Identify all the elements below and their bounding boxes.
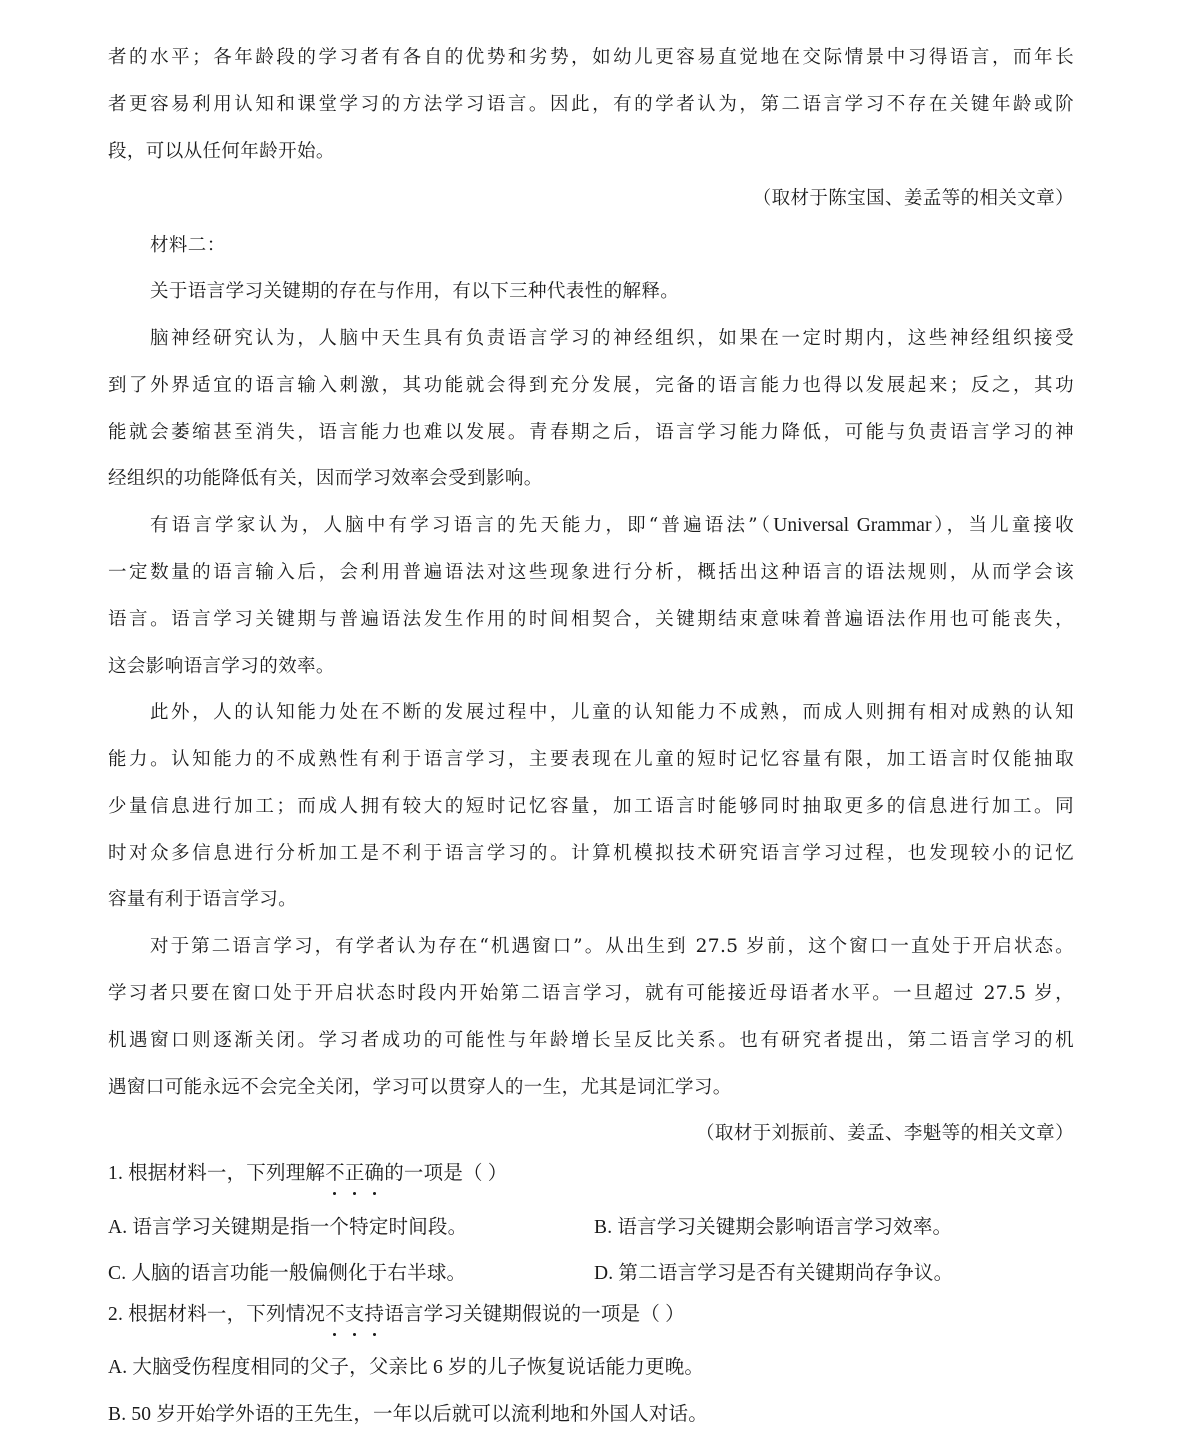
- q2-option-b[interactable]: B. 50 岁开始学外语的王先生，一年以后就可以流利地和外国人对话。: [108, 1404, 708, 1425]
- q2-emphasis-char-1: 不: [325, 1300, 345, 1330]
- material2-p3-line-1: 此外，人的认知能力处在不断的发展过程中，儿童的认知能力不成熟，而成人则拥有相对成熟的认知: [150, 702, 1074, 723]
- p2-line1-part-a: 有语言学家认为，人脑中有学习语言的先天能力，即“普遍语法”（: [150, 515, 774, 536]
- material2-p4-line-2: 学习者只要在窗口处于开启状态时段内开始第二语言学习，就有可能接近母语者水平。一旦超过 27.5 岁，: [108, 983, 1074, 1004]
- material1-line-1: 者的水平；各年龄段的学习者有各自的优势和劣势，如幼儿更容易直觉地在交际情景中习得语言，而年长: [108, 47, 1074, 68]
- material2-p2-line-4: 这会影响语言学习的效率。: [108, 656, 335, 677]
- q1-option-c[interactable]: C. 人脑的语言功能一般偏侧化于右半球。: [108, 1263, 467, 1284]
- material2-p2-line-2: 一定数量的语言输入后，会利用普遍语法对这些现象进行分析，概括出这种语言的语法规则，从而学会该: [108, 562, 1074, 583]
- material1-line-2: 者更容易利用认知和课堂学习的方法学习语言。因此，有的学者认为，第二语言学习不存在关键年龄或阶: [108, 94, 1074, 115]
- material2-p3-line-3: 少量信息进行加工；而成人拥有较大的短时记忆容量，加工语言时能够同时抽取更多的信息进行加工。同: [108, 796, 1074, 817]
- material1-source: （取材于陈宝国、姜孟等的相关文章）: [752, 188, 1074, 209]
- material2-p1-line-4: 经组织的功能降低有关，因而学习效率会受到影响。: [108, 468, 543, 489]
- q1-emphasis-char-3: 确: [365, 1159, 385, 1189]
- q2-option-a[interactable]: A. 大脑受伤程度相同的父子，父亲比 6 岁的儿子恢复说话能力更晚。: [108, 1357, 705, 1378]
- q2-suffix: 语言学习关键期假说的一项是（ ）: [384, 1304, 685, 1325]
- material2-p3-line-2: 能力。认知能力的不成熟性有利于语言学习，主要表现在儿童的短时记忆容量有限，加工语言时仅能抽取: [108, 749, 1074, 770]
- material2-p2-line-1: [150, 511, 1074, 541]
- material2-p1-line-2: 到了外界适宜的语言输入刺激，其功能就会得到充分发展，完备的语言能力也得以发展起来；反之，其功: [108, 375, 1074, 396]
- question-1-stem: [108, 1159, 1074, 1189]
- material2-heading: 材料二：: [150, 235, 226, 256]
- material2-p3-line-4: 时对众多信息进行分析加工是不利于语言学习的。计算机模拟技术研究语言学习过程，也发现较小的记忆: [108, 843, 1074, 864]
- material2-p4-line-4: 遇窗口可能永远不会完全关闭，学习可以贯穿人的一生，尤其是词汇学习。: [108, 1077, 732, 1098]
- material2-p3-line-5: 容量有利于语言学习。: [108, 889, 298, 910]
- p2-line1-part-b: ），当儿童接收: [931, 515, 1074, 536]
- material1-line-3: 段，可以从任何年龄开始。: [108, 141, 335, 162]
- question-2-stem: [108, 1300, 1074, 1330]
- material2-p1-line-3: 能就会萎缩甚至消失，语言能力也难以发展。青春期之后，语言学习能力降低，可能与负责语言学习的神: [108, 422, 1074, 443]
- q1-prefix: 1. 根据材料一，下列理解: [108, 1163, 326, 1184]
- q2-emphasis-char-2: 支: [345, 1300, 365, 1330]
- material2-p2-line-3: 语言。语言学习关键期与普遍语法发生作用的时间相契合，关键期结束意味着普遍语法作用也可能丧失，: [108, 609, 1074, 630]
- q1-option-a[interactable]: A. 语言学习关键期是指一个特定时间段。: [108, 1217, 468, 1238]
- q1-emphasis-char-1: 不: [325, 1159, 345, 1189]
- q1-option-d[interactable]: D. 第二语言学习是否有关键期尚存争议。: [594, 1263, 954, 1284]
- material2-source: （取材于刘振前、姜孟、李魁等的相关文章）: [695, 1123, 1074, 1144]
- q1-emphasis-char-2: 正: [345, 1159, 365, 1189]
- q2-prefix: 2. 根据材料一，下列情况: [108, 1304, 326, 1325]
- q2-emphasis-char-3: 持: [365, 1300, 385, 1330]
- q1-suffix: 的一项是（ ）: [384, 1163, 508, 1184]
- q1-option-b[interactable]: B. 语言学习关键期会影响语言学习效率。: [594, 1217, 953, 1238]
- material2-p4-line-1: 对于第二语言学习，有学者认为存在“机遇窗口”。从出生到 27.5 岁前，这个窗口一直处于开启状态。: [150, 936, 1074, 957]
- universal-grammar-term: Universal Grammar: [773, 515, 932, 536]
- material2-p4-line-3: 机遇窗口则逐渐关闭。学习者成功的可能性与年龄增长呈反比关系。也有研究者提出，第二语言学习的机: [108, 1030, 1074, 1051]
- material2-p1-line-1: 脑神经研究认为，人脑中天生具有负责语言学习的神经组织，如果在一定时期内，这些神经组织接受: [150, 328, 1074, 349]
- material2-intro: 关于语言学习关键期的存在与作用，有以下三种代表性的解释。: [150, 281, 680, 302]
